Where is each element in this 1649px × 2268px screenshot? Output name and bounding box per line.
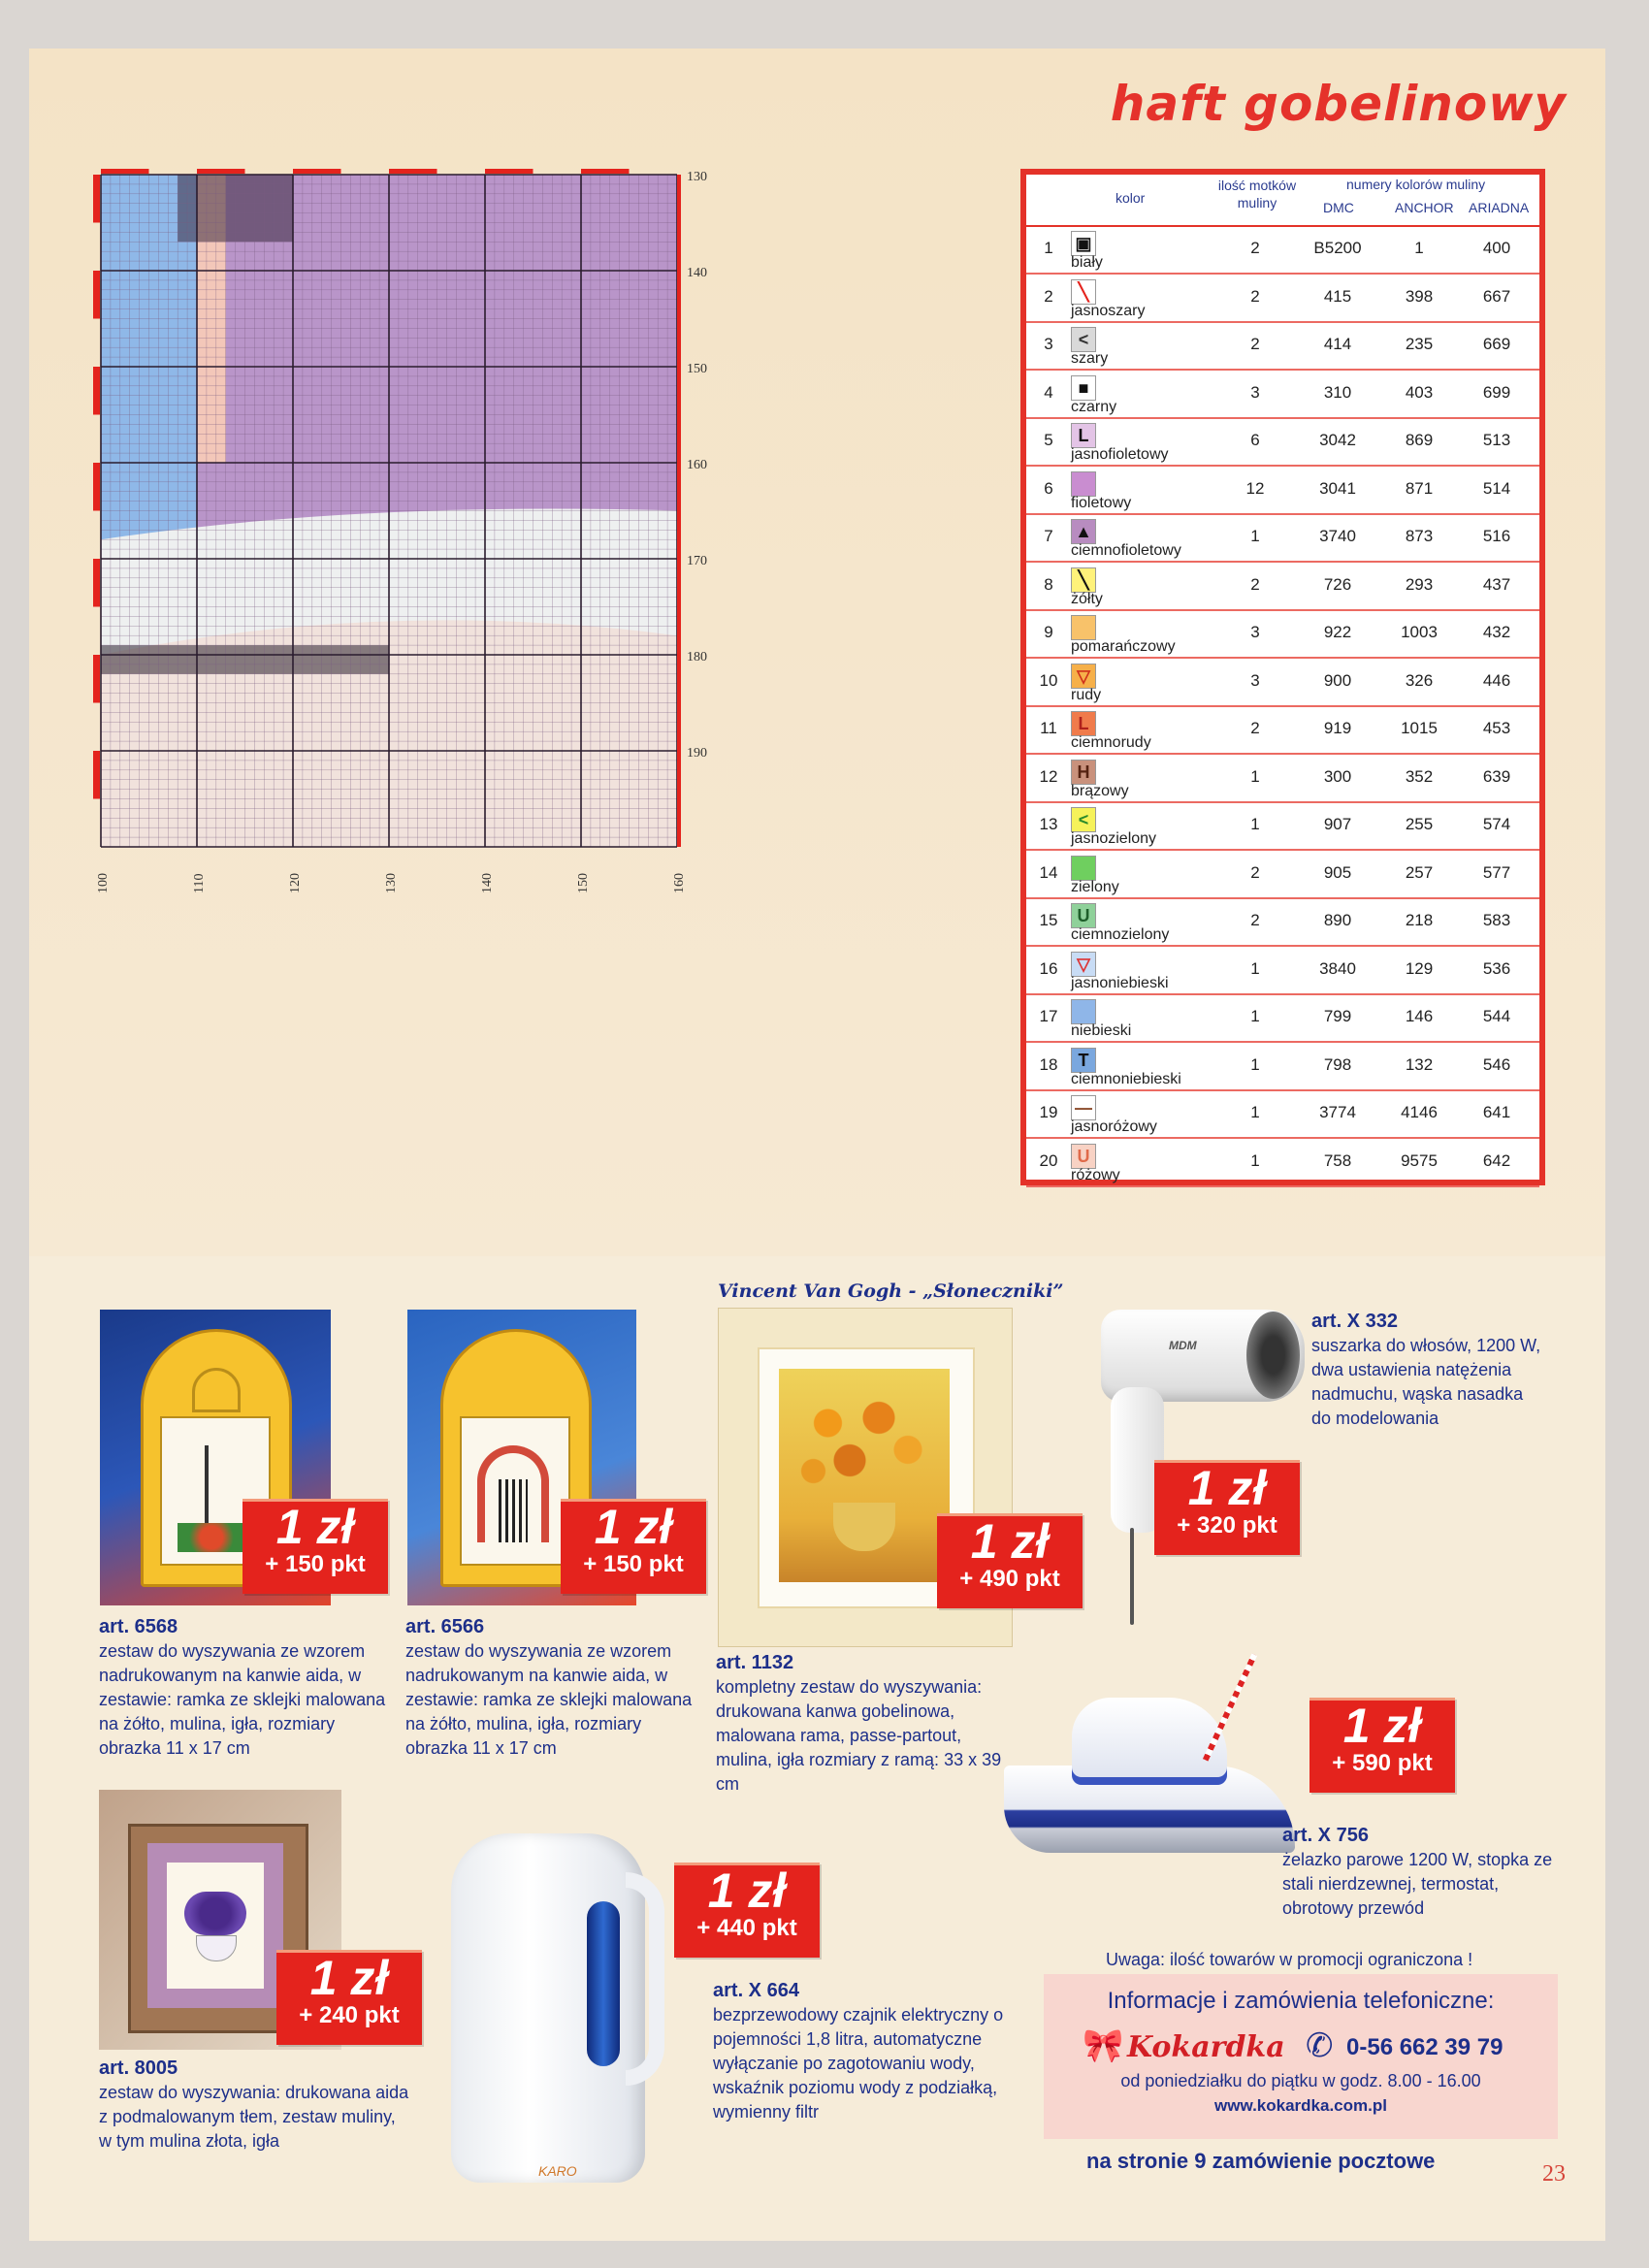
points: + 320 pkt [1177,1512,1277,1539]
ariadna-number: 574 [1482,815,1511,833]
dmc-number: B5200 [1313,239,1362,257]
page-title: haft gobelinowy [1110,76,1567,132]
skein-count: 3 [1250,670,1260,690]
dmc-number: 798 [1323,1054,1352,1074]
axis-tick-right: 140 [687,266,707,280]
ariadna-number: 453 [1482,719,1511,737]
legend-row [1026,274,1539,323]
chart-grid [87,167,991,1234]
axis-tick-bottom: 130 [384,873,399,893]
price-badge-6566 [561,1499,706,1594]
points: + 150 pkt [583,1551,684,1577]
mail-order-note: na stronie 9 zamówienie pocztowe [1086,2149,1436,2173]
dmc-number: 726 [1323,574,1352,594]
dmc-number: 3774 [1319,1103,1356,1121]
dmc-number: 900 [1323,670,1352,690]
row-number: 10 [1039,670,1058,690]
row-number: 2 [1044,286,1053,306]
skein-count: 2 [1250,574,1260,594]
legend-row [1026,897,1539,947]
axis-tick-right: 130 [687,170,707,184]
color-legend-table [1020,169,1545,1185]
anchor-number: 403 [1405,382,1434,402]
product-desc-8005 [99,2057,409,2154]
row-number: 6 [1044,478,1053,498]
axis-tick-right: 170 [687,554,707,568]
color-swatch: U [1071,1144,1096,1169]
skein-count: 2 [1250,286,1260,306]
row-number: 19 [1039,1103,1058,1121]
axis-tick-bottom: 100 [96,873,111,893]
description: kompletny zestaw do wyszywania: drukowana kanwa gobelinowa, malowana rama, passe-partout, mulina, igła rozmiary z ramą: 33 x 39 cm [716,1677,1002,1794]
legend-row [1026,801,1539,851]
skein-count: 1 [1250,1103,1260,1121]
description: zestaw do wyszywania ze wzorem nadrukowanym na kanwie aida, w zestawie: ramka ze sklejki malowana na żółto, mulina, igła, rozmiary obrazka 11 x 17 cm [99,1641,386,1758]
row-number: 16 [1039,958,1058,978]
color-swatch: L [1071,423,1096,448]
color-name: jasnoróżowy [1071,1118,1157,1135]
legend-row [1026,609,1539,659]
legend-row [1026,225,1539,275]
legend-row [1026,946,1539,995]
contact-title: Informacje i zamówienia telefoniczne: [1107,1988,1495,2014]
row-number: 14 [1039,862,1058,882]
anchor-number: 873 [1405,527,1434,545]
skein-count: 1 [1250,527,1260,545]
ariadna-number: 669 [1482,335,1511,353]
color-name: ciemnozielony [1071,926,1170,943]
dmc-number: 415 [1323,286,1352,306]
business-hours: od poniedziałku do piątku w godz. 8.00 - 16.00 [1120,2071,1481,2090]
color-swatch: — [1071,1095,1096,1120]
dmc-number: 3840 [1319,958,1356,978]
ariadna-number: 516 [1482,527,1511,545]
color-swatch: ▽ [1071,952,1096,977]
ariadna-number: 583 [1482,911,1511,929]
legend-row [1026,1089,1539,1139]
axis-tick-bottom: 160 [672,873,687,893]
color-name: różowy [1071,1166,1120,1183]
anchor-number: 218 [1405,911,1434,929]
color-swatch: ▣ [1071,231,1096,256]
row-number: 17 [1039,1007,1058,1025]
header-ariadna: ARIADNA [1469,200,1530,215]
color-swatch [1071,471,1096,497]
color-name: szary [1071,350,1109,367]
product-desc-x756 [1282,1824,1573,1921]
price-badge-8005 [276,1950,422,2045]
product-desc-6566 [405,1615,706,1761]
skein-count: 1 [1250,1054,1260,1074]
row-number: 1 [1044,239,1053,257]
color-name: biały [1071,254,1103,271]
phone-number: 0-56 662 39 79 [1346,2034,1504,2060]
color-swatch [1071,999,1096,1024]
color-swatch: ╲ [1071,567,1096,593]
price-badge-x664 [674,1863,820,1958]
color-swatch [1071,615,1096,640]
header-anchor: ANCHOR [1395,200,1454,215]
description: suszarka do włosów, 1200 W, dwa ustawienia natężenia nadmuchu, wąska nasadka do modelowania [1311,1336,1541,1428]
skein-count: 2 [1250,719,1260,737]
ariadna-number: 437 [1482,574,1511,594]
dmc-number: 3041 [1319,478,1356,498]
color-swatch: U [1071,903,1096,928]
anchor-number: 1015 [1401,719,1438,737]
promo-notice: Uwaga: ilość towarów w promocji ograniczona ! [1106,1950,1473,1969]
product-desc-x332 [1311,1310,1544,1431]
legend-row [1026,321,1539,371]
color-swatch: ■ [1071,375,1096,401]
dmc-number: 414 [1323,335,1352,353]
ariadna-number: 642 [1482,1150,1511,1170]
axis-tick-bottom: 120 [288,873,303,893]
ariadna-number: 400 [1482,239,1511,257]
axis-tick-bottom: 150 [576,873,591,893]
art-number: art. 1132 [716,1652,794,1673]
price: 1 zł [309,1951,389,2005]
dmc-number: 310 [1323,382,1352,402]
row-number: 12 [1039,766,1058,786]
points: + 590 pkt [1332,1750,1433,1776]
skein-count: 3 [1250,382,1260,402]
anchor-number: 255 [1405,815,1434,833]
color-name: zielony [1071,878,1119,895]
ariadna-number: 514 [1482,478,1511,498]
price-badge-x332 [1154,1460,1300,1555]
skein-count: 12 [1245,478,1265,498]
header-kolor: kolor [1116,190,1146,206]
description: zestaw do wyszywania: drukowana aida z podmalowanym tłem, zestaw muliny, w tym mulina złota, igła [99,2083,409,2151]
description: zestaw do wyszywania ze wzorem nadrukowanym na kanwie aida, w zestawie: ramka ze sklejki malowana na żółto, mulina, igła, rozmiary obrazka 11 x 17 cm [405,1641,693,1758]
ariadna-number: 577 [1482,862,1511,882]
row-number: 9 [1044,623,1053,641]
color-name: jasnofioletowy [1071,446,1169,463]
anchor-number: 129 [1405,958,1434,978]
product-image-x756 [985,1649,1314,1901]
anchor-number: 132 [1405,1054,1434,1074]
axis-tick-bottom: 140 [480,873,495,893]
price: 1 zł [970,1514,1050,1569]
color-name: niebieski [1071,1022,1132,1039]
color-name: ciemnofioletowy [1071,542,1181,559]
kettle-brand: KARO [538,2163,577,2179]
dmc-number: 758 [1323,1150,1352,1170]
points: + 150 pkt [265,1551,366,1577]
color-name: rudy [1071,686,1102,703]
color-swatch: ╲ [1071,279,1096,305]
price: 1 zł [707,1863,787,1918]
price: 1 zł [594,1500,673,1554]
page-number: 23 [1542,2161,1566,2187]
van-gogh-caption: Vincent Van Gogh - „Słoneczniki” [718,1280,1064,1302]
dmc-number: 907 [1323,815,1352,833]
ariadna-number: 432 [1482,623,1511,641]
axis-tick-right: 190 [687,746,707,761]
anchor-number: 235 [1405,335,1434,353]
legend-row [1026,562,1539,611]
row-number: 3 [1044,335,1053,353]
dmc-number: 905 [1323,862,1352,882]
row-number: 11 [1040,719,1057,737]
skein-count: 2 [1250,239,1260,257]
color-swatch: L [1071,711,1096,736]
axis-tick-right: 180 [687,650,707,664]
ariadna-number: 513 [1482,431,1511,449]
points: + 240 pkt [299,2002,400,2028]
art-number: art. X 756 [1282,1825,1369,1846]
header-dmc: DMC [1323,200,1354,215]
product-desc-6568 [99,1615,390,1761]
legend-row [1026,1138,1539,1187]
anchor-number: 4146 [1401,1103,1438,1121]
axis-tick-bottom: 110 [192,873,207,893]
skein-count: 2 [1250,335,1260,353]
price: 1 zł [1187,1461,1267,1515]
legend-row [1026,370,1539,419]
color-name: brązowy [1071,782,1129,799]
anchor-number: 869 [1405,431,1434,449]
anchor-number: 398 [1405,286,1434,306]
color-swatch: T [1071,1048,1096,1073]
row-number: 4 [1044,382,1053,402]
skein-count: 3 [1250,623,1260,641]
skein-count: 6 [1250,431,1260,449]
row-number: 13 [1039,815,1058,833]
color-name: jasnoniebieski [1071,974,1169,991]
product-desc-x664 [713,1979,1043,2124]
color-name: fioletowy [1071,494,1132,511]
price-badge-6568 [242,1499,388,1594]
anchor-number: 257 [1405,862,1434,882]
axis-tick-right: 150 [687,362,707,376]
color-swatch: ▲ [1071,519,1096,544]
skein-count: 1 [1250,1007,1260,1025]
dmc-number: 3042 [1319,431,1356,449]
art-number: art. 6568 [99,1616,178,1637]
description: żelazko parowe 1200 W, stopka ze stali nierdzewnej, termostat, obrotowy przewód [1282,1850,1553,1918]
legend-row [1026,513,1539,563]
brand-name: Kokardka [1127,2030,1285,2064]
row-number: 5 [1044,431,1053,449]
row-number: 15 [1039,911,1058,929]
price: 1 zł [1342,1699,1422,1753]
ariadna-number: 544 [1482,1007,1511,1025]
ariadna-number: 641 [1482,1103,1511,1121]
anchor-number: 9575 [1401,1150,1438,1170]
color-name: jasnoszary [1071,302,1146,319]
legend-row [1026,993,1539,1043]
color-name: ciemnorudy [1071,734,1151,751]
skein-count: 1 [1250,815,1260,833]
product-image-x664 [432,1814,703,2202]
dmc-number: 890 [1323,911,1352,929]
website-link[interactable]: www.kokardka.com.pl [1214,2096,1387,2115]
legend-row [1026,466,1539,515]
dmc-number: 300 [1323,766,1352,786]
color-swatch [1071,856,1096,881]
points: + 490 pkt [959,1566,1060,1592]
header-skeins: ilość motków muliny [1217,178,1297,211]
legend-row [1026,754,1539,803]
anchor-number: 352 [1405,766,1434,786]
row-number: 7 [1044,527,1053,545]
color-name: żółty [1071,590,1103,607]
color-swatch: < [1071,807,1096,832]
price-badge-x756 [1310,1698,1455,1793]
skein-count: 2 [1250,862,1260,882]
color-name: ciemnoniebieski [1071,1070,1181,1087]
legend-row [1026,658,1539,707]
row-number: 20 [1039,1150,1058,1170]
skein-count: 2 [1250,911,1260,929]
art-number: art. 6566 [405,1616,485,1637]
price: 1 zł [275,1500,355,1554]
description: bezprzewodowy czajnik elektryczny o pojemności 1,8 litra, automatyczne wyłączanie po zagotowaniu wody, wskaźnik poziomu wody z podziałką, wymienny filtr [713,2005,1004,2122]
price-badge-1132 [937,1513,1083,1608]
color-swatch: < [1071,327,1096,352]
ariadna-number: 699 [1482,382,1511,402]
color-name: pomarańczowy [1071,638,1176,655]
legend-header [1026,175,1539,227]
row-number: 18 [1039,1054,1058,1074]
legend-row [1026,850,1539,899]
cross-stitch-chart [87,167,991,1234]
color-name: czarny [1071,398,1117,415]
contact-box [1044,1974,1558,2139]
legend-row [1026,705,1539,755]
bow-icon: 🎀 [1083,2027,1124,2064]
color-name: jasnozielony [1071,830,1157,847]
ariadna-number: 536 [1482,958,1511,978]
color-swatch: H [1071,760,1096,785]
ariadna-number: 667 [1482,286,1511,306]
skein-count: 1 [1250,958,1260,978]
dryer-brand: MDM [1169,1339,1197,1352]
points: + 440 pkt [696,1915,797,1941]
row-number: 8 [1044,574,1053,594]
art-number: art. X 332 [1311,1311,1398,1332]
phone-icon: ✆ [1306,2027,1334,2064]
anchor-number: 293 [1405,574,1434,594]
anchor-number: 1003 [1401,623,1438,641]
art-number: art. X 664 [713,1980,799,2001]
skein-count: 1 [1250,1150,1260,1170]
dmc-number: 3740 [1319,527,1356,545]
skein-count: 1 [1250,766,1260,786]
header-numbers: numery kolorów muliny [1346,177,1486,192]
product-desc-1132 [716,1651,1007,1797]
ariadna-number: 446 [1482,670,1511,690]
anchor-number: 1 [1414,239,1424,257]
legend-row [1026,1042,1539,1091]
dmc-number: 919 [1323,719,1352,737]
dmc-number: 799 [1323,1007,1352,1025]
anchor-number: 871 [1405,478,1434,498]
dmc-number: 922 [1323,623,1352,641]
magazine-page [29,49,1605,2241]
ariadna-number: 639 [1482,766,1511,786]
anchor-number: 326 [1405,670,1434,690]
anchor-number: 146 [1405,1007,1434,1025]
axis-tick-right: 160 [687,458,707,472]
legend-row [1026,417,1539,467]
ariadna-number: 546 [1482,1054,1511,1074]
art-number: art. 8005 [99,2057,178,2079]
color-swatch: ▽ [1071,664,1096,689]
